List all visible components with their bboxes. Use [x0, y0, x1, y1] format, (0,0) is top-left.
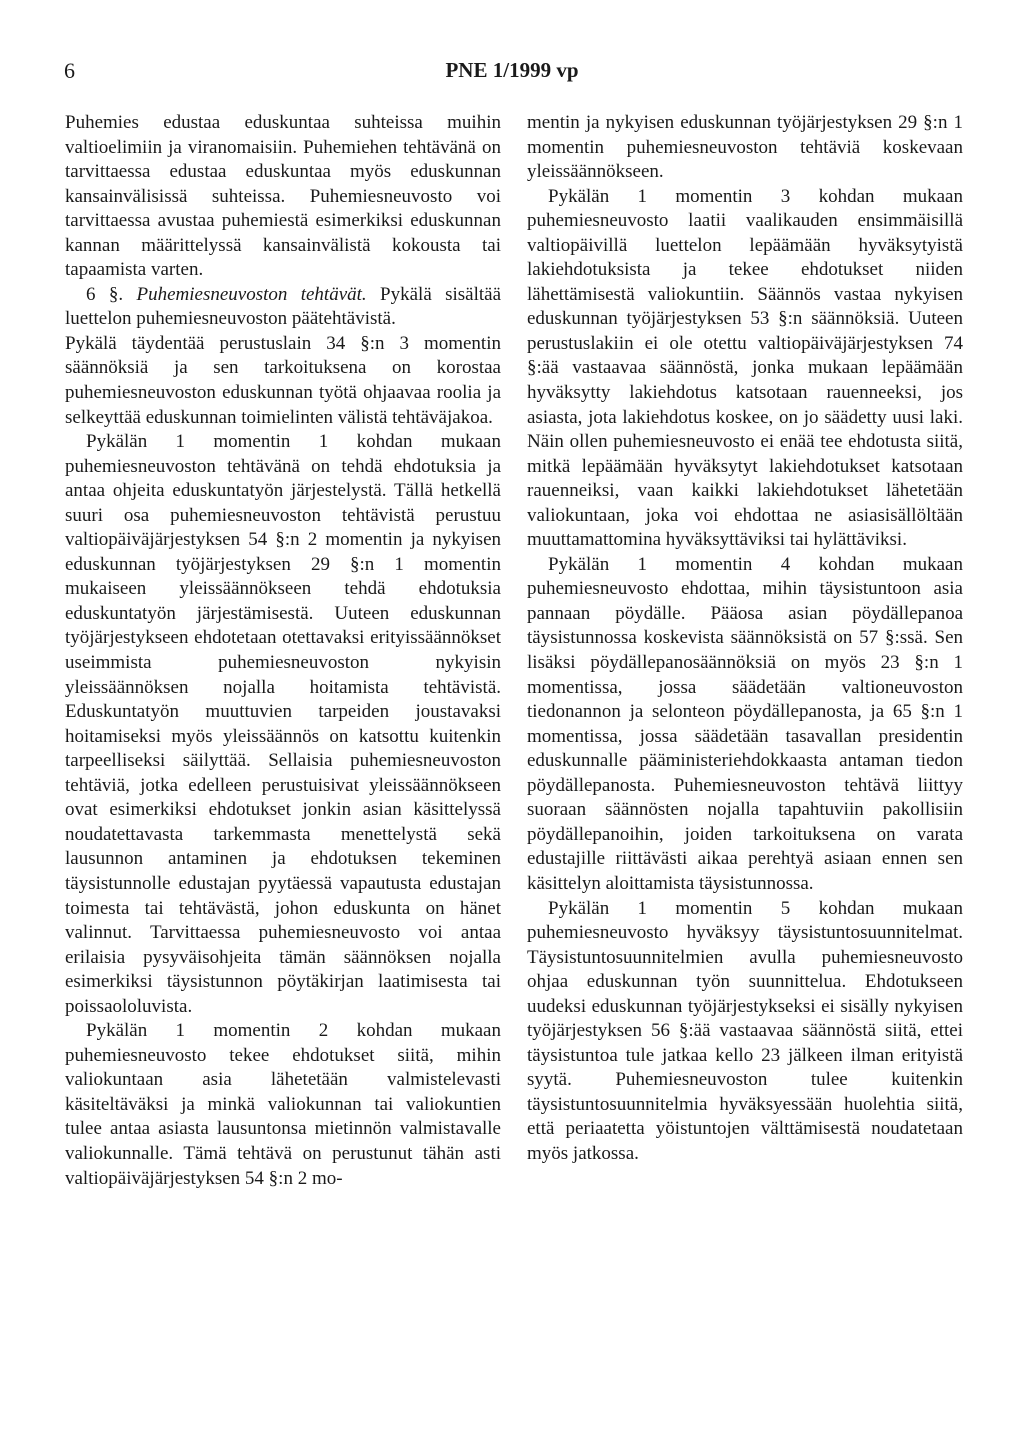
page-number: 6 [64, 58, 75, 83]
section-intro: Pykälä sisältää luettelon puhemiesneuvoston päätehtävistä. [65, 283, 502, 330]
paragraph: Pykälä täydentää perustuslain 34 §:n 3 momentin säännöksiä ja sen tarkoituksena on korostaa puhemiesneuvoston eduskunnan työtä ohjaavaa roolia ja selkeyttää eduskunnan toimielinten välistä tehtäväjakoa. [65, 332, 501, 428]
paragraph: Pykälän 1 momentin 4 kohdan mukaan puhemiesneuvosto ehdottaa, mihin täysistuntoon asia pannaan pöydälle. Pääosa asian pöydällepanoa täysistunnossa koskevista säännöksistä on 57 §:ssä. Sen lisäksi pöydällepanosäännöksiä on myös 23 §:n 1 momentissa, jossa säädetään valtioneuvoston tiedonannon ja selonteon pöydällepanosta, ja 65 §:n 1 momentissa, jossa säädetään tasavallan presidentin eduskunnalle pääministeriehdokkaasta antaman tiedon pöydällepanosta. Puhemiesneuvoston tehtävä liittyy suoraan säännösten nojalla tapahtuviin pakollisiin pöydällepanoihin, joiden tarkoituksena on varata edustajille riittävästi aikaa perehtyä asiaan ennen sen käsittelyn aloittamista täysistunnossa. [527, 553, 963, 894]
left-column [65, 111, 501, 1191]
paragraph: Puhemies edustaa eduskuntaa suhteissa muihin valtioelimiin ja viranomaisiin. Puhemiehen tehtävänä on tarvittaessa edustaa eduskuntaa myös eduskunnan kansainvälisissä suhteissa. Puhemiesneuvosto voi tarvittaessa avustaa puhemiestä esimerkiksi eduskunnan kannan määrittelyssä kansainvälistä kokousta tai tapaamista varten. [65, 112, 501, 281]
running-head: PNE 1/1999 vp [445, 58, 579, 82]
paragraph: Pykälän 1 momentin 2 kohdan mukaan puhemiesneuvosto tekee ehdotukset siitä, mihin valiokuntaan asia lähetetään valmistelevasti käsiteltäväksi ja minkä valiokunnan tai valiokuntien tulee antaa asiasta lausuntonsa mietinnön valmistavalle valiokunnalle. Tämä tehtävä on perustunut tähän asti valtiopäiväjärjestyksen 54 §:n 2 mo- [65, 1020, 501, 1189]
right-column [527, 111, 963, 1167]
section-title: Puhemiesneuvoston tehtävät. [136, 283, 367, 305]
paragraph: Pykälän 1 momentin 3 kohdan mukaan puhemiesneuvosto laatii vaalikauden ensimmäisillä valtiopäivillä luettelon lepäämään hyväksytyistä lakiehdotuksista ja tekee ehdotukset niiden lähettämisestä valiokuntiin. Säännös vastaa nykyisen eduskunnan työjärjestyksen 53 §:n säännöksiä. Uuteen perustuslakiin ei ole otettu valtiopäiväjärjestyksen 74 §:ää vastaavaa säännöstä, jonka mukaan lepäämään hyväksytty lakiehdotus katsotaan rauenneeksi, jos asiasta, jota lakiehdotus koskee, on jo säädetty uusi laki. Näin ollen puhemiesneuvosto ei enää tee ehdotusta siitä, mitkä lepäämään hyväksytyt lakiehdotukset katsotaan rauenneiksi, vaan kaikki lakiehdotukset lähetetään valiokuntaan, joka voi ehdottaa ne asiasisällöltään muuttamattomina hyväksyttäviksi tai hylättäviksi. [527, 185, 963, 551]
paragraph: Pykälän 1 momentin 1 kohdan mukaan puhemiesneuvoston tehtävänä on tehdä ehdotuksia ja antaa ohjeita eduskuntatyön järjestelystä. Tällä hetkellä suuri osa puhemiesneuvoston tehtävistä perustuu valtiopäiväjärjestyksen 54 §:n 2 momentin ja nykyisen eduskunnan työjärjestyksen 29 §:n 1 momentin mukaiseen yleissäännökseen tehdä ehdotuksia eduskuntatyön järjestämisestä. Uuteen eduskunnan työjärjestykseen ehdotetaan otettavaksi erityissäännökset useimmista puhemiesneuvoston nykyisin yleissäännöksen nojalla hoitamista tehtävistä. Eduskuntatyön muuttuvien tarpeiden joustavaksi hoitamiseksi myös yleissäännös on katsottu kuitenkin tarpeelliseksi säilyttää. Sellaisia puhemiesneuvoston tehtäviä, jotka edelleen perustuisivat yleissäännökseen ovat esimerkiksi ehdotukset jonkin asian käsittelyssä noudatettavasta tarkemmasta menettelystä sekä lausunnon antaminen ja ehdotuksen tekeminen täysistunnolle edustajan pyytäessä vapautusta edustajan toimesta tai tehtävästä, johon eduskunta on hänet valinnut. Tarvittaessa puhemiesneuvosto voi antaa erilaisia pysyväisohjeita tämän säännöksen nojalla esimerkiksi täysistunnon pöytäkirjan laatimisesta tai poissaololuvista. [65, 431, 501, 1017]
paragraph: mentin ja nykyisen eduskunnan työjärjestyksen 29 §:n 1 momentin puhemiesneuvoston tehtäviä koskevaan yleissäännökseen. [527, 112, 963, 183]
section-paragraph [65, 283, 501, 332]
section-number: 6 §. [86, 283, 124, 305]
paragraph: Pykälän 1 momentin 5 kohdan mukaan puhemiesneuvosto hyväksyy täysistuntosuunnitelmat. Täysistuntosuunnitelmien avulla puhemiesneuvosto ohjaa eduskunnan työn suunnittelua. Ehdotukseen uudeksi eduskunnan työjärjestykseksi ei sisälly nykyisen työjärjestyksen 56 §:ää vastaavaa säännöstä siitä, ettei täysistuntoa tule jatkaa kello 23 jälkeen ilman erityistä syytä. Puhemiesneuvoston tulee kuitenkin täysistuntosuunnitelmia hyväksyessään huolehtia siitä, että periaatetta yöistuntojen välttämisestä noudatetaan myös jatkossa. [527, 897, 963, 1164]
